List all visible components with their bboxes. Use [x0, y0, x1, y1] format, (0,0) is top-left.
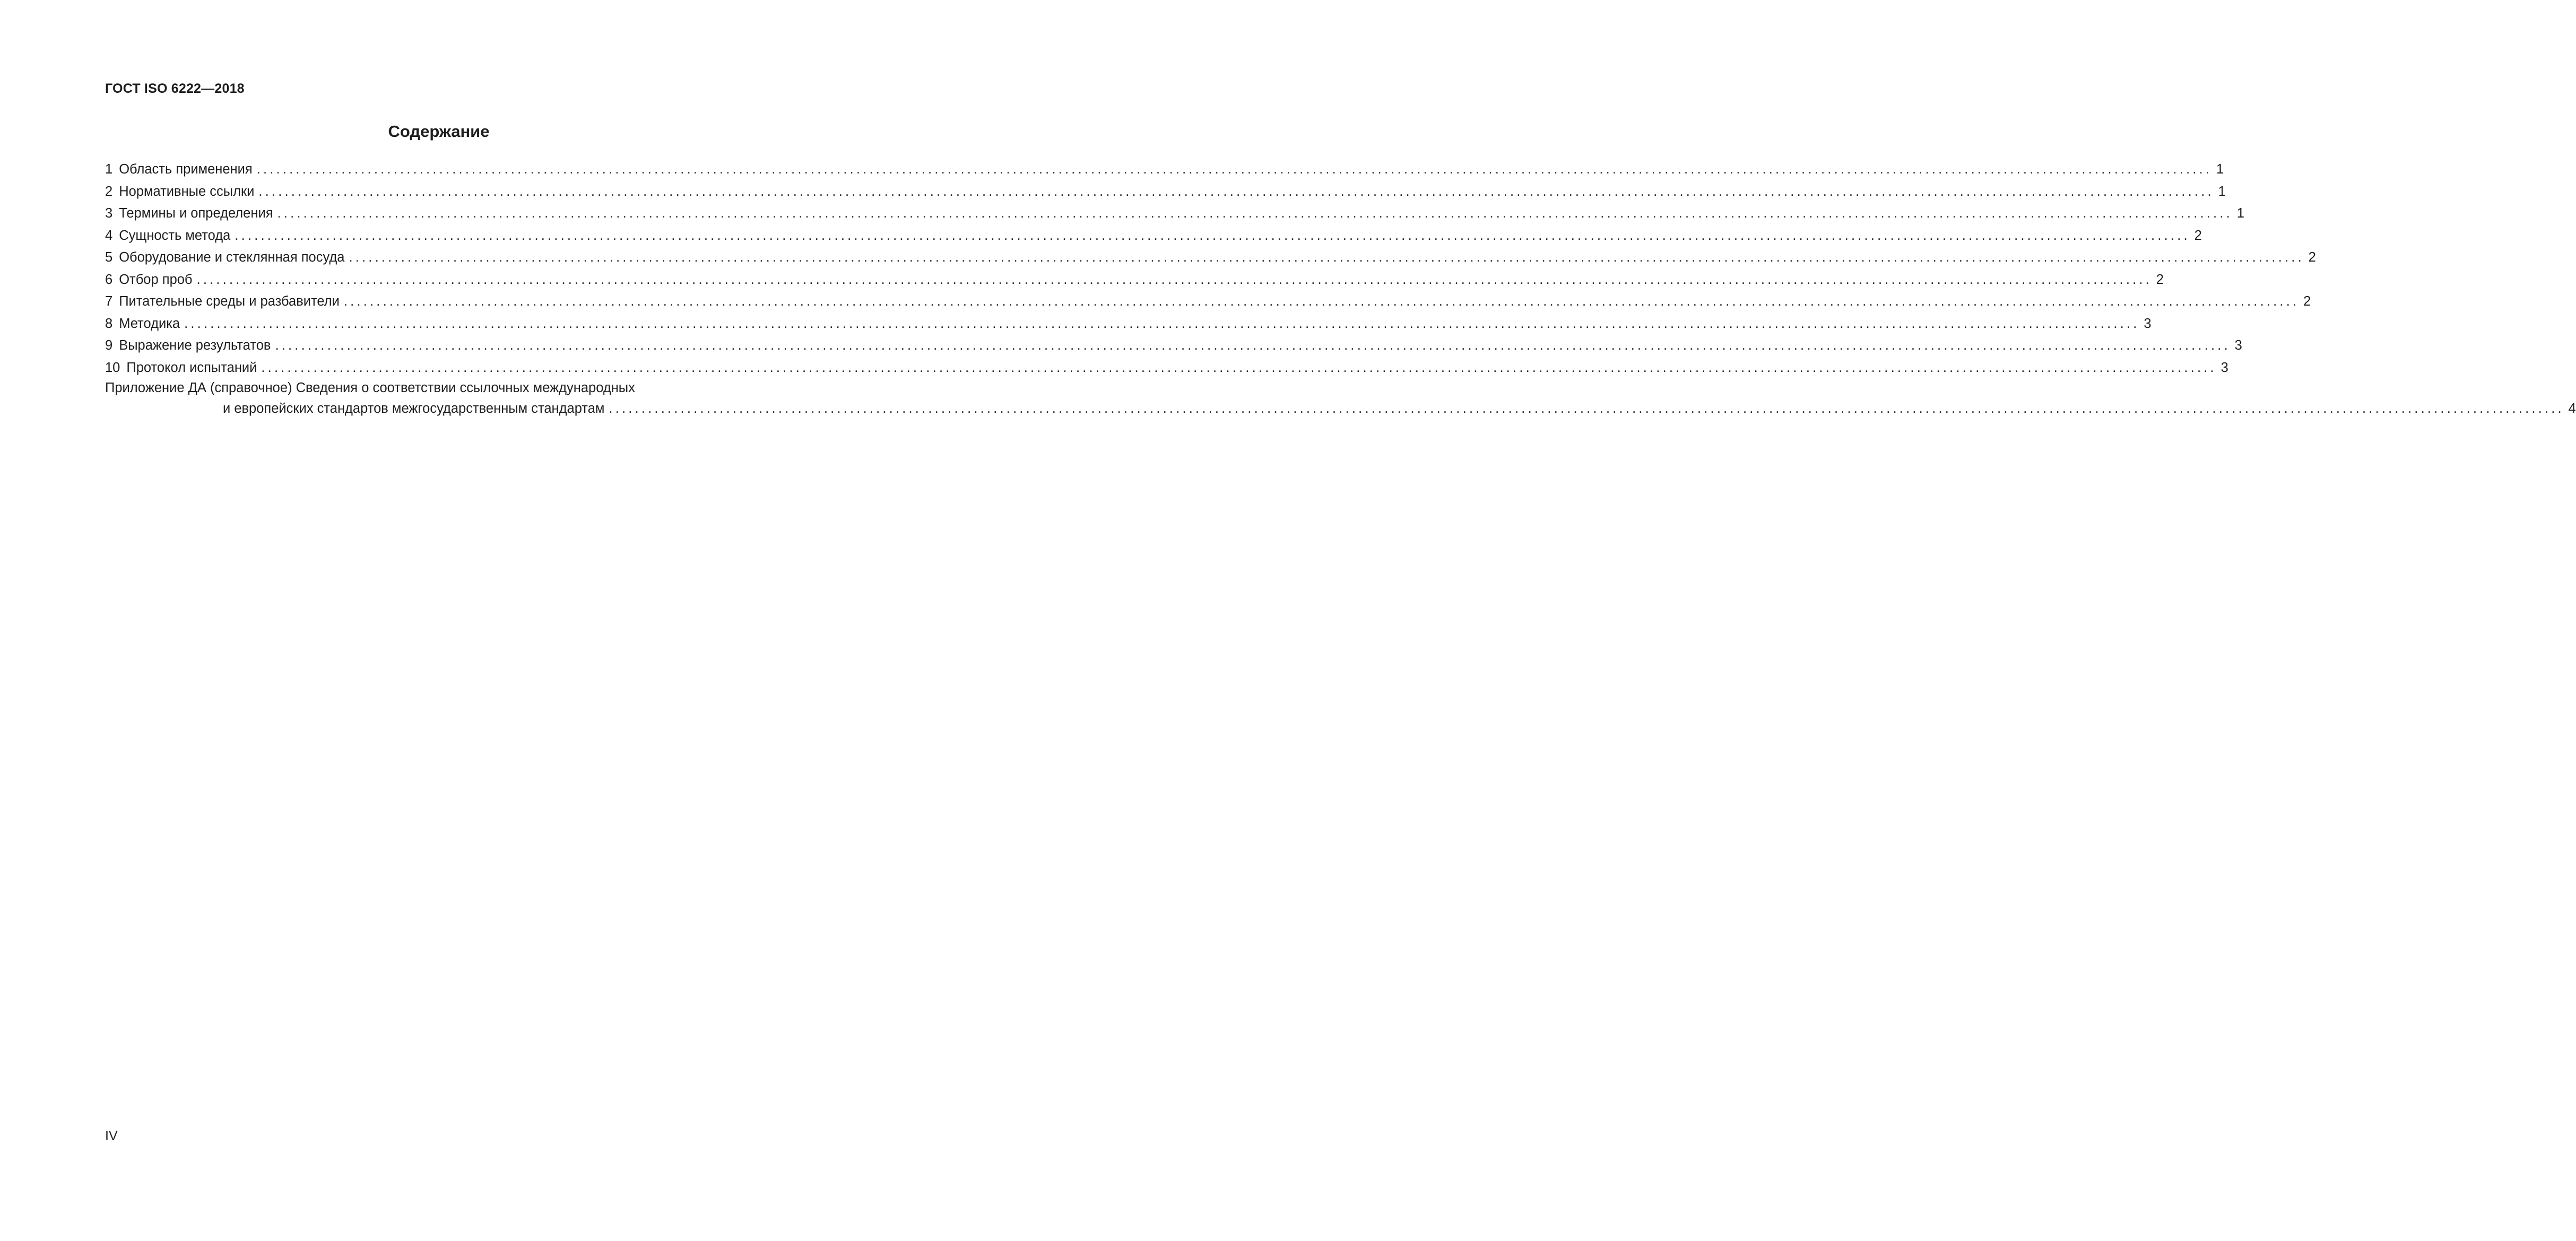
toc-item-page: 3	[2234, 338, 2242, 353]
toc-item-number: 9	[105, 338, 113, 353]
toc-item-page: 2	[2308, 250, 2316, 265]
toc-item-label: Область применения	[119, 162, 253, 177]
page-number: IV	[105, 1129, 118, 1143]
toc-item-label: Методика	[119, 316, 180, 331]
toc-dot-leader: ............................................................................................................................................................................................................................................................................................................	[184, 316, 2140, 331]
toc-item[interactable]	[105, 292, 2311, 315]
toc-item-page: 3	[2144, 316, 2152, 331]
toc-item[interactable]	[105, 160, 2224, 183]
toc-annex-title-line1: Приложение ДА (справочное) Сведения о соответствии ссылочных международных	[105, 380, 635, 395]
toc-dot-leader: ............................................................................................................................................................................................................................................................................................................	[609, 401, 2564, 416]
toc-item-number: 6	[105, 272, 113, 287]
toc-item[interactable]	[105, 183, 2226, 205]
toc-item-label: Отбор проб	[119, 272, 193, 287]
toc-dot-leader: ............................................................................................................................................................................................................................................................................................................	[275, 338, 2231, 353]
toc-item-page: 3	[2221, 360, 2228, 375]
toc-item-number: 10	[105, 360, 120, 375]
toc-dot-leader: ............................................................................................................................................................................................................................................................................................................	[256, 162, 2213, 177]
toc-item-label: Протокол испытаний	[126, 360, 257, 375]
document-code: ГОСТ ISO 6222—2018	[105, 81, 245, 96]
toc-item-label: Выражение результатов	[119, 338, 271, 353]
toc-dot-leader: ............................................................................................................................................................................................................................................................................................................	[261, 360, 2217, 375]
toc-item-page: 2	[2156, 272, 2164, 287]
toc-item-label: Сущность метода	[119, 228, 231, 243]
toc-item[interactable]	[105, 204, 2244, 227]
toc-item[interactable]	[105, 271, 2164, 293]
toc-dot-leader: ............................................................................................................................................................................................................................................................................................................	[258, 184, 2214, 199]
toc-item-number: 3	[105, 206, 113, 221]
toc-dot-leader: ............................................................................................................................................................................................................................................................................................................	[349, 250, 2304, 265]
toc-item-number: 2	[105, 184, 113, 199]
toc-item-label: Питательные среды и разбавители	[119, 294, 340, 309]
toc-annex-title-line2: и европейских стандартов межгосударственным стандартам	[223, 401, 605, 416]
toc-item-label: Оборудование и стеклянная посуда	[119, 250, 345, 265]
toc-annex-title-line2-row	[105, 400, 2576, 418]
toc-item[interactable]	[105, 227, 2202, 249]
toc-dot-leader: ............................................................................................................................................................................................................................................................................................................	[277, 206, 2233, 221]
toc-dot-leader: ............................................................................................................................................................................................................................................................................................................	[343, 294, 2300, 309]
toc-item-number: 8	[105, 316, 113, 331]
toc-item-page: 1	[2236, 206, 2244, 221]
toc-item-label: Термины и определения	[119, 206, 273, 221]
toc-item[interactable]	[105, 359, 2228, 381]
toc-annex-item[interactable]	[105, 379, 2576, 418]
toc-item-page: 2	[2303, 294, 2311, 309]
toc-item-page: 2	[2194, 228, 2202, 243]
toc-item-number: 5	[105, 250, 113, 265]
toc-item-number: 1	[105, 162, 113, 177]
table-of-contents	[105, 160, 2316, 380]
toc-item-label: Нормативные ссылки	[119, 184, 255, 199]
toc-item-page: 1	[2216, 162, 2224, 177]
toc-item[interactable]	[105, 315, 2152, 337]
toc-dot-leader: ............................................................................................................................................................................................................................................................................................................	[196, 272, 2152, 287]
toc-item[interactable]	[105, 248, 2316, 271]
toc-item-number: 4	[105, 228, 113, 243]
toc-item-number: 7	[105, 294, 113, 309]
toc-item[interactable]	[105, 336, 2242, 359]
toc-annex-page: 4	[2568, 401, 2576, 416]
toc-title: Содержание	[388, 122, 490, 141]
toc-dot-leader: ............................................................................................................................................................................................................................................................................................................	[235, 228, 2190, 243]
toc-item-page: 1	[2218, 184, 2226, 199]
